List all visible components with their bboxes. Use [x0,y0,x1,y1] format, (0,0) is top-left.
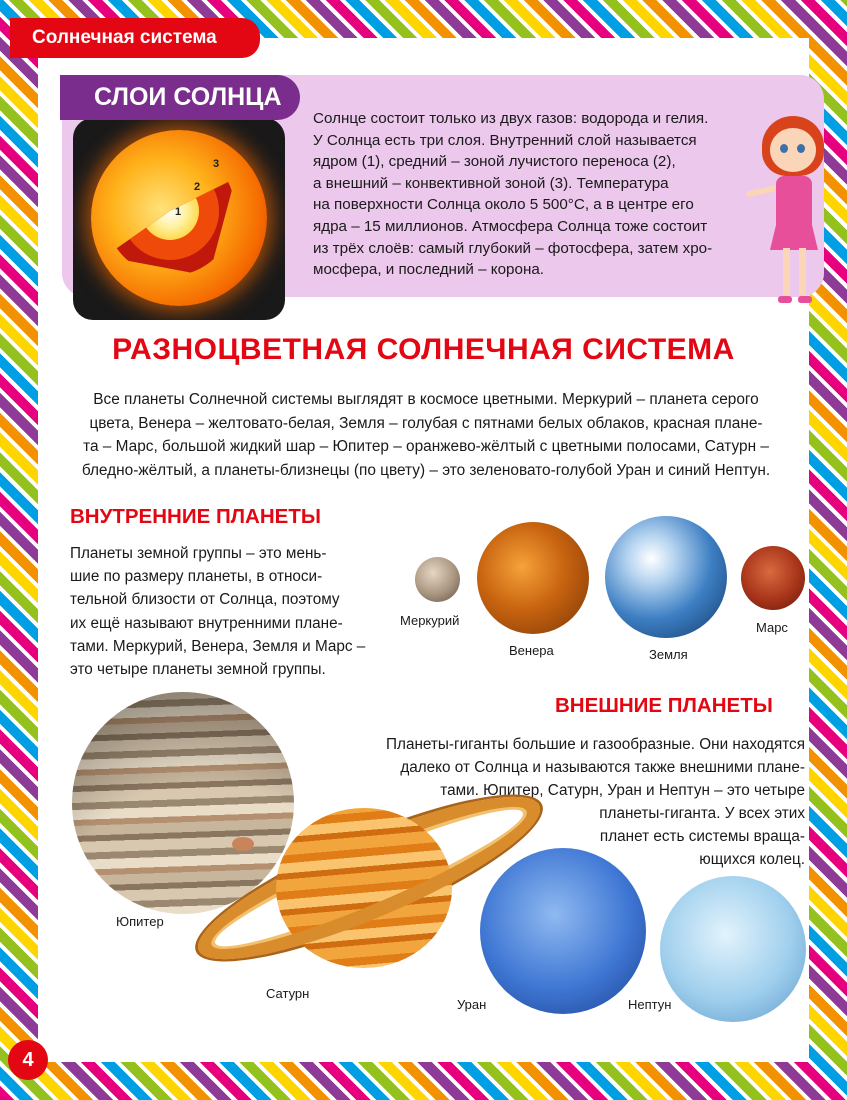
main-title: РАЗНОЦВЕТНАЯ СОЛНЕЧНАЯ СИСТЕМА [112,333,735,366]
mars-label: Марс [756,620,788,635]
inner-text-line: их ещё называют внутренними плане- [70,614,343,632]
intro-line: Все планеты Солнечной системы выглядят в космосе цветными. Меркурий – планета серого [93,391,759,408]
jupiter-label: Юпитер [116,914,164,929]
page-number: 4 [8,1040,48,1080]
jupiter-great-red-spot [232,837,254,851]
sun-text-line: из трёх слоёв: самый глубокий – фотосфера, затем хро- [313,239,713,257]
venus-label: Венера [509,643,554,658]
inner-text-line: шие по размеру планеты, в относи- [70,568,323,586]
mars-image [741,546,805,610]
outer-planets-title: ВНЕШНИЕ ПЛАНЕТЫ [555,694,773,717]
earth-label: Земля [649,647,688,662]
inner-text-line: это четыре планеты земной группы. [70,661,326,679]
outer-text-line: далеко от Солнца и называются также внешними плане- [400,759,805,776]
sun-text-line: мосфера, и последний – корона. [313,261,545,279]
girl-shoe [778,296,792,303]
mercury-image [415,557,460,602]
sun-text-line: У Солнца есть три слоя. Внутренний слой называется [313,131,697,149]
sun-layer-label-2: 2 [194,181,201,193]
outer-text-line: планеты-гиганта. У всех этих [599,805,805,822]
cartoon-girl-illustration [752,110,832,310]
sun-text-line: Солнце состоит только из двух газов: водорода и гелия. [313,110,709,127]
girl-leg [783,248,790,300]
inner-planets-title: ВНУТРЕННИЕ ПЛАНЕТЫ [70,505,321,528]
inner-text-line: Планеты земной группы – это мень- [70,545,327,562]
girl-shoe [798,296,812,303]
girl-eye [797,144,805,153]
sun-layers-image [73,118,285,320]
intro-line: цвета, Венера – желтовато-белая, Земля – голубая с пятнами белых облаков, красная плане- [89,414,763,432]
sun-text-line: ядра – 15 миллионов. Атмосфера Солнца тоже состоит [313,217,708,235]
sun-text-line: ядром (1), средний – зоной лучистого переноса (2), [313,153,676,171]
outer-text-line: тами. Юпитер, Сатурн, Уран и Нептун – это четыре [440,782,805,799]
inner-text-line: тами. Меркурий, Венера, Земля и Марс – [70,637,366,655]
intro-line: та – Марс, большой жидкий шар – Юпитер – оранжево-жёлтый с цветными полосами, Сатурн – [83,438,769,455]
jupiter-image [72,692,294,914]
sun-text-line: на поверхности Солнца около 5 500°С, а в центре его [313,196,694,214]
sun-section-title: СЛОИ СОЛНЦА [60,75,300,120]
inner-planets-text [70,542,370,681]
mercury-label: Меркурий [400,613,460,628]
saturn-label: Сатурн [266,986,310,1001]
sun-text-line: а внешний – конвективной зоной (3). Температура [313,174,669,192]
outer-text-line: Планеты-гиганты большие и газообразные. Они находятся [386,736,805,753]
intro-paragraph [56,388,796,482]
girl-skirt [770,220,818,250]
intro-line: бледно-жёлтый, а планеты-близнецы (по цвету) – это зеленовато-голубой Уран и синий Нептун. [81,461,771,479]
section-tab: Солнечная система [10,18,260,58]
venus-image [477,522,589,634]
girl-eye [780,144,788,153]
sun-layer-label-3: 3 [213,158,220,170]
uranus-label: Уран [457,997,487,1012]
uranus-image [480,848,646,1014]
outer-text-line: ющихся колец. [699,851,805,868]
neptune-image [660,876,806,1022]
girl-face [770,128,816,172]
girl-leg [799,248,806,300]
sun-description [313,108,768,281]
sun-layer-label-1: 1 [175,206,182,218]
neptune-label: Нептун [628,997,672,1012]
earth-image [605,516,727,638]
inner-text-line: тельной близости от Солнца, поэтому [70,591,340,609]
outer-text-line: планет есть системы враща- [599,828,805,845]
